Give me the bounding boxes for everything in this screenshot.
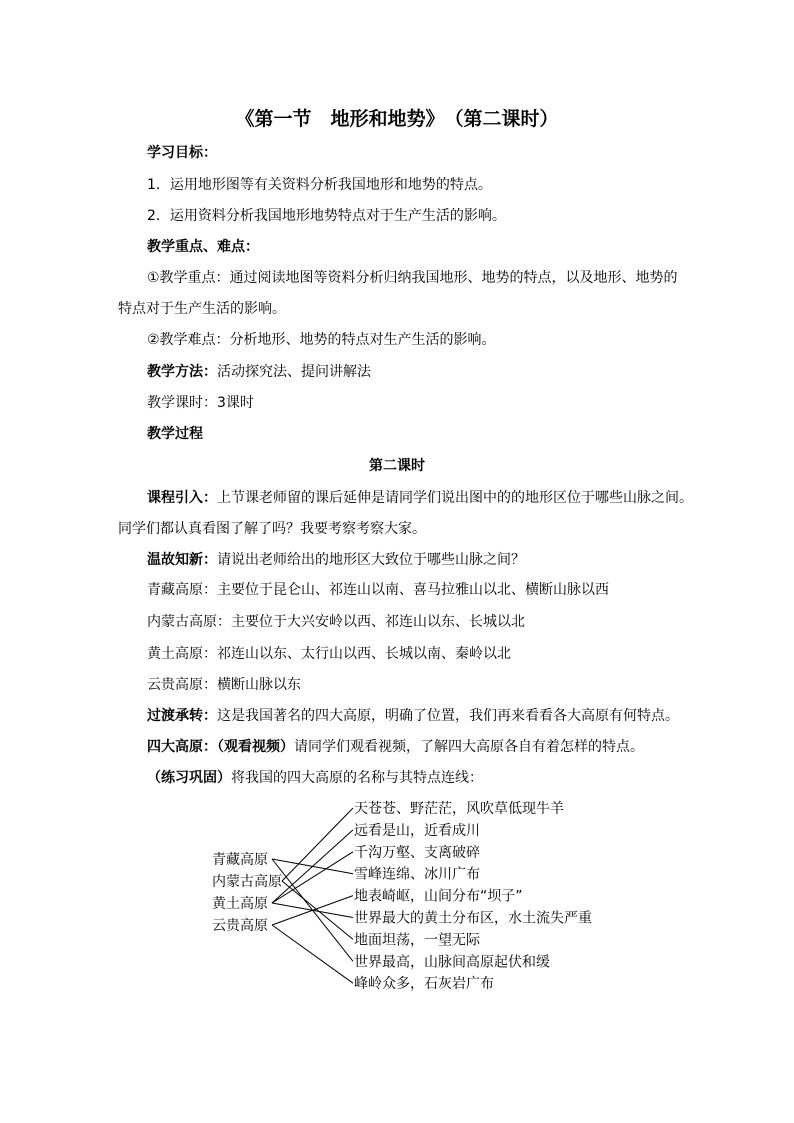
teaching-method-label: 教学方法： — [147, 364, 217, 380]
review-text: 请说出老师给出的地形区大致位于哪些山脉之间？ — [217, 552, 525, 568]
objective-item-1: 1．运用地形图等有关资料分析我国地形和地势的特点。 — [147, 177, 492, 193]
teaching-focus-line-1: ①教学重点：通过阅读地图等资料分析归纳我国地形、地势的特点，以及地形、地势的 — [147, 270, 678, 286]
page-title: 《第一节 地形和地势》 （第二课时） — [235, 108, 559, 130]
teaching-hours: 教学课时：3课时 — [147, 395, 254, 411]
plateau-line-huangtu: 黄土高原：祁连山以东、太行山以西、长城以南、秦岭以北 — [147, 646, 511, 662]
match-line-2 — [282, 808, 353, 881]
teaching-difficulty: ②教学难点：分析地形、地势的特点对生产生活的影响。 — [147, 332, 496, 348]
practice-label: （练习巩固） — [147, 770, 231, 786]
match-line-8 — [272, 925, 353, 983]
plateau-names — [212, 851, 282, 934]
plateau-line-neimenggu: 内蒙古高原：主要位于大兴安岭以西、祁连山以东、长城以北 — [147, 614, 525, 630]
plateau-feature-1: 远看是山，近看成川 — [354, 822, 480, 839]
plateau-feature-0: 天苍苍、野茫茫，风吹草低现牛羊 — [354, 801, 564, 817]
plateau-line-qingzang: 青藏高原：主要位于昆仑山、祁连山以南、喜马拉雅山以北、横断山脉以西 — [147, 582, 609, 598]
plateau-name-2: 黄土高原 — [212, 896, 268, 912]
plateau-feature-4: 地表崎岖，山间分布“坝子” — [354, 888, 523, 905]
process-heading: 教学过程 — [147, 426, 203, 442]
plateau-feature-6: 地面坦荡，一望无际 — [354, 932, 480, 949]
four-plateaus-label: 四大高原： — [147, 739, 217, 755]
matching-lines — [272, 808, 353, 983]
plateau-name-0: 青藏高原 — [212, 852, 268, 868]
intro-text-1: 上节课老师留的课后延伸是请同学们说出图中的的地形区位于哪些山脉之间。 — [217, 490, 693, 506]
teaching-method-text: 活动探究法、提问讲解法 — [217, 364, 371, 380]
transition-label: 过渡承转： — [147, 708, 217, 724]
plateau-features — [354, 800, 592, 992]
objectives-heading: 学习目标： — [147, 145, 217, 161]
four-plateaus-video: （观看视频） — [217, 739, 294, 755]
plateau-feature-3: 雪峰连绵、冰川广布 — [354, 866, 480, 883]
intro-line-2: 同学们都认真看图了解了吗？我要考察考察大家。 — [118, 521, 426, 537]
match-line-5 — [272, 852, 353, 903]
plateau-feature-8: 峰岭众多，石灰岩广布 — [354, 976, 494, 993]
section-title: 第二课时 — [369, 458, 425, 474]
plateau-name-3: 云贵高原 — [212, 918, 268, 934]
plateau-feature-2: 千沟万壑、支离破碎 — [354, 844, 480, 861]
intro-label: 课程引入： — [147, 490, 217, 506]
key-points-heading: 教学重点、难点： — [147, 239, 259, 255]
transition-text: 这是我国著名的四大高原，明确了位置，我们再来看看各大高原有何特点。 — [217, 708, 679, 724]
plateau-name-1: 内蒙古高原 — [212, 874, 282, 890]
match-line-4 — [272, 830, 353, 903]
objective-item-2: 2．运用资料分析我国地形地势特点对于生产生活的影响。 — [147, 208, 506, 224]
teaching-focus-line-2: 特点对于生产生活的影响。 — [118, 301, 286, 317]
review-label: 温故知新： — [147, 552, 217, 568]
match-line-7 — [272, 896, 353, 925]
plateau-feature-7: 世界最高，山脉间高原起伏和缓 — [354, 954, 550, 971]
practice-text: 将我国的四大高原的名称与其特点连线： — [231, 770, 483, 786]
plateau-line-yungui: 云贵高原：横断山脉以东 — [147, 677, 301, 693]
plateau-feature-5: 世界最大的黄土分布区，水土流失严重 — [354, 910, 592, 927]
four-plateaus-text: 请同学们观看视频，了解四大高原各自有着怎样的特点。 — [294, 739, 644, 755]
